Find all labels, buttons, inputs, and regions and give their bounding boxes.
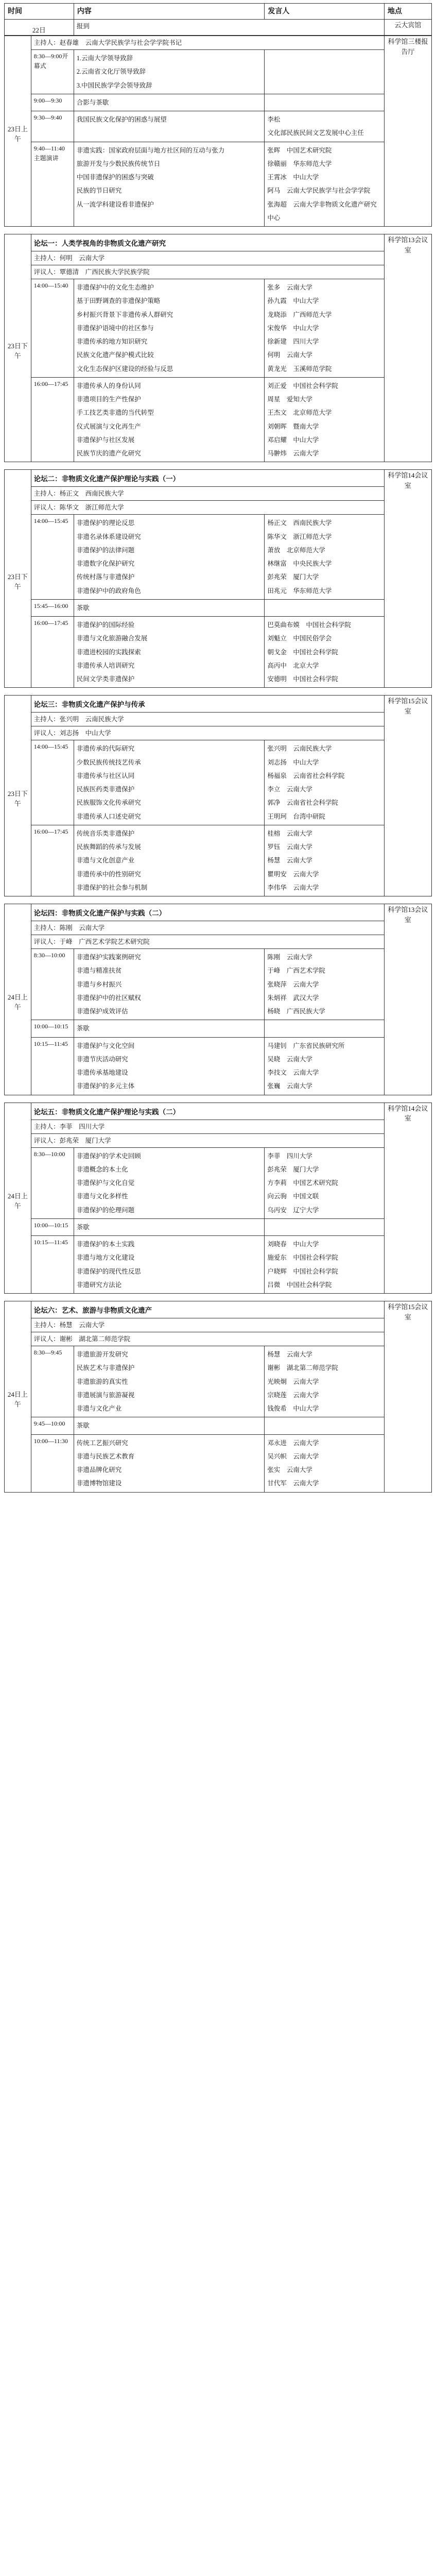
forum5-row-0 — [5, 1147, 432, 1218]
forum5-row-2 — [5, 1236, 432, 1294]
forum3-row-1-content: 传统音乐类非遗保护 民族舞蹈的传承与发展 非遗与文化创意产业 非遗传承中的性别研究 非遗保护的社会参与机制 — [74, 825, 265, 896]
opening-row-1-time: 9:00—9:30 — [31, 94, 74, 111]
forum3-title-row — [5, 696, 432, 713]
forum3-room: 科学馆15会议室 — [384, 696, 431, 896]
forum6-row-0-time: 8:30—9:45 — [31, 1346, 74, 1417]
forum5-row-1 — [5, 1218, 432, 1235]
forum5-day: 24日上午 — [5, 1103, 31, 1294]
forum5-room: 科学馆14会议室 — [384, 1103, 431, 1294]
forum2-row-1 — [5, 599, 432, 616]
forum2-title-row — [5, 470, 432, 487]
header-room: 地点 — [384, 4, 431, 20]
opening-host-0: 主持人：赵春雄 云南大学民族学与社会学学院书记 — [31, 36, 384, 50]
forum4-row-2 — [5, 1037, 432, 1095]
forum6-row-0-content: 非遗旅游开发研究 民族艺术与非遗保护 非遗旅游的真实性 非遗展演与旅游凝视 非遗与文化产业 — [74, 1346, 265, 1417]
forum3-row-1-presenter: 桂榕 云南大学 罗钰 云南大学 杨慧 云南大学 瞿明安 云南大学 李伟华 云南大学 — [265, 825, 385, 896]
forum4-row-0-content: 非遗保护实践案例研究 非遗与精准扶贫 非遗与乡村振兴 非遗保护中的社区赋权 非遗保护成效评估 — [74, 949, 265, 1020]
forum5-host-0: 主持人：李菲 四川大学 — [31, 1120, 384, 1133]
forum3-row-1 — [5, 825, 432, 896]
forum4-room: 科学馆13会议室 — [384, 904, 431, 1095]
forum1-day: 23日下午 — [5, 234, 31, 462]
forum3-row-0 — [5, 740, 432, 825]
forum6-host-row — [5, 1318, 432, 1332]
forum6-row-1-presenter — [265, 1417, 385, 1434]
forum6-row-2-content: 传统工艺振兴研究 非遗与民族艺术教育 非遗品牌化研究 非遗博物馆建设 — [74, 1434, 265, 1492]
forum4-host-row — [5, 921, 432, 935]
forum6-title-row — [5, 1301, 432, 1318]
forum5-host-row — [5, 1133, 432, 1147]
forum6-row-2-presenter: 邓永进 云南大学 吴兴帜 云南大学 张实 云南大学 甘代军 云南大学 — [265, 1434, 385, 1492]
forum4-row-2-time: 10:15—11:45 — [31, 1037, 74, 1095]
opening-row-0-time: 8:30—9:00开幕式 — [31, 50, 74, 94]
forum1-room: 科学馆13会议室 — [384, 234, 431, 462]
opening-row-0 — [5, 50, 432, 94]
forum6-block — [4, 1301, 432, 1493]
forum5-title: 论坛五：非物质文化遗产保护理论与实践（二） — [31, 1103, 384, 1120]
forum5-row-0-time: 8:30—10:00 — [31, 1147, 74, 1218]
forum4-row-1-content: 茶歇 — [74, 1020, 265, 1037]
forum2-host-row — [5, 487, 432, 501]
forum2-host-1: 评议人：陈华文 浙江师范大学 — [31, 501, 384, 515]
forum2-row-1-content: 茶歇 — [74, 599, 265, 616]
forum3-host-0: 主持人：张兴明 云南民族大学 — [31, 713, 384, 726]
forum5-row-2-content: 非遗保护的本土实践 非遗与地方文化建设 非遗保护的现代性反思 非遗研究方法论 — [74, 1236, 265, 1294]
opening-row-3 — [5, 142, 432, 227]
schedule-table — [4, 3, 432, 36]
forum2-day: 23日下午 — [5, 470, 31, 688]
forum2-row-0-content: 非遗保护的理论反思 非遗名录体系建设研究 非遗保护的法律问题 非遗数字化保护研究 传统村落与非遗保护 非遗保护中的政府角色 — [74, 515, 265, 600]
forum6-day: 24日上午 — [5, 1301, 31, 1493]
forum1-row-1-content: 非遗传承人的身份认同 非遗项目的生产性保护 手工技艺类非遗的当代转型 仪式展演与文化再生产 非遗保护与社区发展 民族节庆的遗产化研究 — [74, 377, 265, 462]
forum4-row-0 — [5, 949, 432, 1020]
opening-row-0-content: 1.云南大学领导致辞 2.云南省文化厅领导致辞 3.中国民族学学会领导致辞 — [74, 50, 265, 94]
forum4-host-row — [5, 935, 432, 949]
opening-day: 23日上午 — [5, 36, 31, 227]
opening-row-2-presenter: 李松 文化部民族民间文艺发展中心主任 — [265, 111, 385, 142]
opening-row-1-content: 合影与茶歇 — [74, 94, 265, 111]
day22-row — [5, 20, 432, 36]
forum3-row-0-content: 非遗传承的代际研究 少数民族传统技艺传承 非遗传承与社区认同 民族医药类非遗保护 民族服饰文化传承研究 非遗传承人口述史研究 — [74, 740, 265, 825]
forum1-block — [4, 234, 432, 462]
opening-row-3-time: 9:40—11:40主题演讲 — [31, 142, 74, 227]
forum6-room: 科学馆15会议室 — [384, 1301, 431, 1493]
forum6-row-1 — [5, 1417, 432, 1434]
forum2-block — [4, 469, 432, 688]
forum4-host-1: 评议人：于峰 广西艺术学院艺术研究院 — [31, 935, 384, 949]
opening-row-1-presenter — [265, 94, 385, 111]
forum1-host-0: 主持人：何明 云南大学 — [31, 251, 384, 265]
forum6-row-2 — [5, 1434, 432, 1492]
day22-detail: 报到 — [74, 20, 384, 36]
forum3-host-1: 评议人：刘志扬 中山大学 — [31, 726, 384, 740]
forum4-row-0-time: 8:30—10:00 — [31, 949, 74, 1020]
forum4-host-0: 主持人：陈刚 云南大学 — [31, 921, 384, 935]
forum3-row-1-time: 16:00—17:45 — [31, 825, 74, 896]
opening-block — [4, 36, 432, 227]
forum4-row-0-presenter: 陈刚 云南大学 于峰 广西艺术学院 张晓萍 云南大学 朱炳祥 武汉大学 杨晓 广西民族大学 — [265, 949, 385, 1020]
forum1-title-row — [5, 234, 432, 251]
forum2-title: 论坛二：非物质文化遗产保护理论与实践（一） — [31, 470, 384, 487]
forum1-row-0-content: 非遗保护中的文化生态维护 基于田野调查的非遗保护策略 乡村振兴背景下非遗传承人群研究 非遗保护语境中的社区参与 非遗传承的地方知识研究 民族文化遗产保护模式比较 文化生态保护区建设的经验与反思 — [74, 279, 265, 378]
forum1-row-1-time: 16:00—17:45 — [31, 377, 74, 462]
forum6-row-0-presenter: 杨慧 云南大学 谢彬 湖北第二师范学院 光映炯 云南大学 宗晓莲 云南大学 钱俊希 中山大学 — [265, 1346, 385, 1417]
header-time: 时间 — [5, 4, 74, 20]
header-row — [5, 4, 432, 20]
forum6-title: 论坛六：艺术、旅游与非物质文化遗产 — [31, 1301, 384, 1318]
forum3-day: 23日下午 — [5, 696, 31, 896]
header-presenter: 发言人 — [265, 4, 384, 20]
schedule-page — [4, 3, 432, 1493]
forum3-row-0-time: 14:00—15:45 — [31, 740, 74, 825]
forum1-host-row — [5, 251, 432, 265]
forum4-day: 24日上午 — [5, 904, 31, 1095]
opening-host-row — [5, 36, 432, 50]
forum1-row-0 — [5, 279, 432, 378]
forum3-host-row — [5, 713, 432, 726]
forum5-host-row — [5, 1120, 432, 1133]
forum1-title: 论坛一：人类学视角的非物质文化遗产研究 — [31, 234, 384, 251]
forum4-block — [4, 904, 432, 1095]
forum2-row-0-presenter: 杨正文 西南民族大学 陈华文 浙江师范大学 萧放 北京师范大学 林继富 中央民族大学 彭兆荣 厦门大学 田兆元 华东师范大学 — [265, 515, 385, 600]
forum2-host-0: 主持人：杨正文 西南民族大学 — [31, 487, 384, 501]
day22-label: 22日 — [5, 20, 74, 36]
forum6-host-1: 评议人：谢彬 湖北第二师范学院 — [31, 1332, 384, 1346]
forum5-row-0-content: 非遗保护的学术史回顾 非遗概念的本土化 非遗保护与文化自觉 非遗与文化多样性 非遗保护的伦理问题 — [74, 1147, 265, 1218]
forum2-row-1-time: 15:45—16:00 — [31, 599, 74, 616]
forum2-row-2 — [5, 617, 432, 688]
forum6-row-1-time: 9:45—10:00 — [31, 1417, 74, 1434]
opening-row-2 — [5, 111, 432, 142]
forum3-title: 论坛三：非物质文化遗产保护与传承 — [31, 696, 384, 713]
forum3-row-0-presenter: 张兴明 云南民族大学 刘志扬 中山大学 杨福泉 云南省社会科学院 李立 云南大学 郭净 云南省社会科学院 王明珂 台湾中研院 — [265, 740, 385, 825]
forum6-row-1-content: 茶歇 — [74, 1417, 265, 1434]
forum6-host-0: 主持人：杨慧 云南大学 — [31, 1318, 384, 1332]
forum4-title-row — [5, 904, 432, 921]
forum2-host-row — [5, 501, 432, 515]
forum1-row-0-presenter: 张多 云南大学 孙九霞 中山大学 龙晓添 广西师范大学 宋俊华 中山大学 徐新建 四川大学 何明 云南大学 黄龙光 玉溪师范学院 — [265, 279, 385, 378]
opening-row-2-time: 9:30—9:40 — [31, 111, 74, 142]
forum5-row-2-time: 10:15—11:45 — [31, 1236, 74, 1294]
opening-row-0-presenter — [265, 50, 385, 94]
forum5-title-row — [5, 1103, 432, 1120]
forum4-row-2-content: 非遗保护与文化空间 非遗节庆活动研究 非遗传承基地建设 非遗保护的多元主体 — [74, 1037, 265, 1095]
forum2-room: 科学馆14会议室 — [384, 470, 431, 688]
forum5-block — [4, 1103, 432, 1294]
forum1-host-row — [5, 265, 432, 279]
forum2-row-0 — [5, 515, 432, 600]
forum-blocks — [4, 36, 432, 1493]
forum6-row-2-time: 10:00—11:30 — [31, 1434, 74, 1492]
forum1-row-1 — [5, 377, 432, 462]
forum4-row-1 — [5, 1020, 432, 1037]
opening-row-1 — [5, 94, 432, 111]
header-content: 内容 — [74, 4, 265, 20]
opening-row-2-content: 我国民族文化保护的困惑与展望 — [74, 111, 265, 142]
opening-room: 科学馆三楼报告厅 — [384, 36, 431, 227]
forum5-row-1-content: 茶歇 — [74, 1218, 265, 1235]
forum2-row-0-time: 14:00—15:45 — [31, 515, 74, 600]
forum3-host-row — [5, 726, 432, 740]
forum6-host-row — [5, 1332, 432, 1346]
forum4-title: 论坛四：非物质文化遗产保护与实践（二） — [31, 904, 384, 921]
forum1-row-0-time: 14:00—15:40 — [31, 279, 74, 378]
forum5-row-2-presenter: 刘晓春 中山大学 施爱东 中国社会科学院 户晓辉 中国社会科学院 吕微 中国社会科学院 — [265, 1236, 385, 1294]
forum2-row-2-presenter: 巴莫曲布嫫 中国社会科学院 刘魁立 中国民俗学会 朝戈金 中国社会科学院 高丙中 北京大学 安德明 中国社会科学院 — [265, 617, 385, 688]
opening-row-3-presenter: 张晖 中国艺术研究院 徐赣丽 华东师范大学 王霄冰 中山大学 阿马 云南大学民族学与社会学学院 张海超 云南大学非物质文化遗产研究中心 — [265, 142, 385, 227]
forum4-row-1-presenter — [265, 1020, 385, 1037]
forum1-host-1: 评议人：覃德清 广西民族大学民族学院 — [31, 265, 384, 279]
forum5-row-1-presenter — [265, 1218, 385, 1235]
forum4-row-1-time: 10:00—10:15 — [31, 1020, 74, 1037]
day22-room: 云大宾馆 — [384, 20, 431, 36]
forum2-row-1-presenter — [265, 599, 385, 616]
forum4-row-2-presenter: 马建钊 广东省民族研究所 吴晓 云南大学 李技文 云南大学 张巍 云南大学 — [265, 1037, 385, 1095]
forum1-row-1-presenter: 刘正爱 中国社会科学院 周星 爱知大学 王杰文 北京师范大学 刘朝晖 暨南大学 邓启耀 中山大学 马翀炜 云南大学 — [265, 377, 385, 462]
forum5-host-1: 评议人：彭兆荣 厦门大学 — [31, 1133, 384, 1147]
forum5-row-0-presenter: 李菲 四川大学 彭兆荣 厦门大学 方李莉 中国艺术研究院 向云驹 中国文联 乌丙安 辽宁大学 — [265, 1147, 385, 1218]
forum2-row-2-content: 非遗保护的国际经验 非遗与文化旅游融合发展 非遗进校园的实践探索 非遗传承人培训研究 民间文学类非遗保护 — [74, 617, 265, 688]
opening-row-3-content: 非遗实践：国家政府层面与地方社区间的互动与张力 旅游开发与少数民族传统节日 中国非遗保护的困惑与突破 民族的节日研究 从一流学科建设看非遗保护 — [74, 142, 265, 227]
forum6-row-0 — [5, 1346, 432, 1417]
forum5-row-1-time: 10:00—10:15 — [31, 1218, 74, 1235]
forum3-block — [4, 695, 432, 896]
forum2-row-2-time: 16:00—17:45 — [31, 617, 74, 688]
